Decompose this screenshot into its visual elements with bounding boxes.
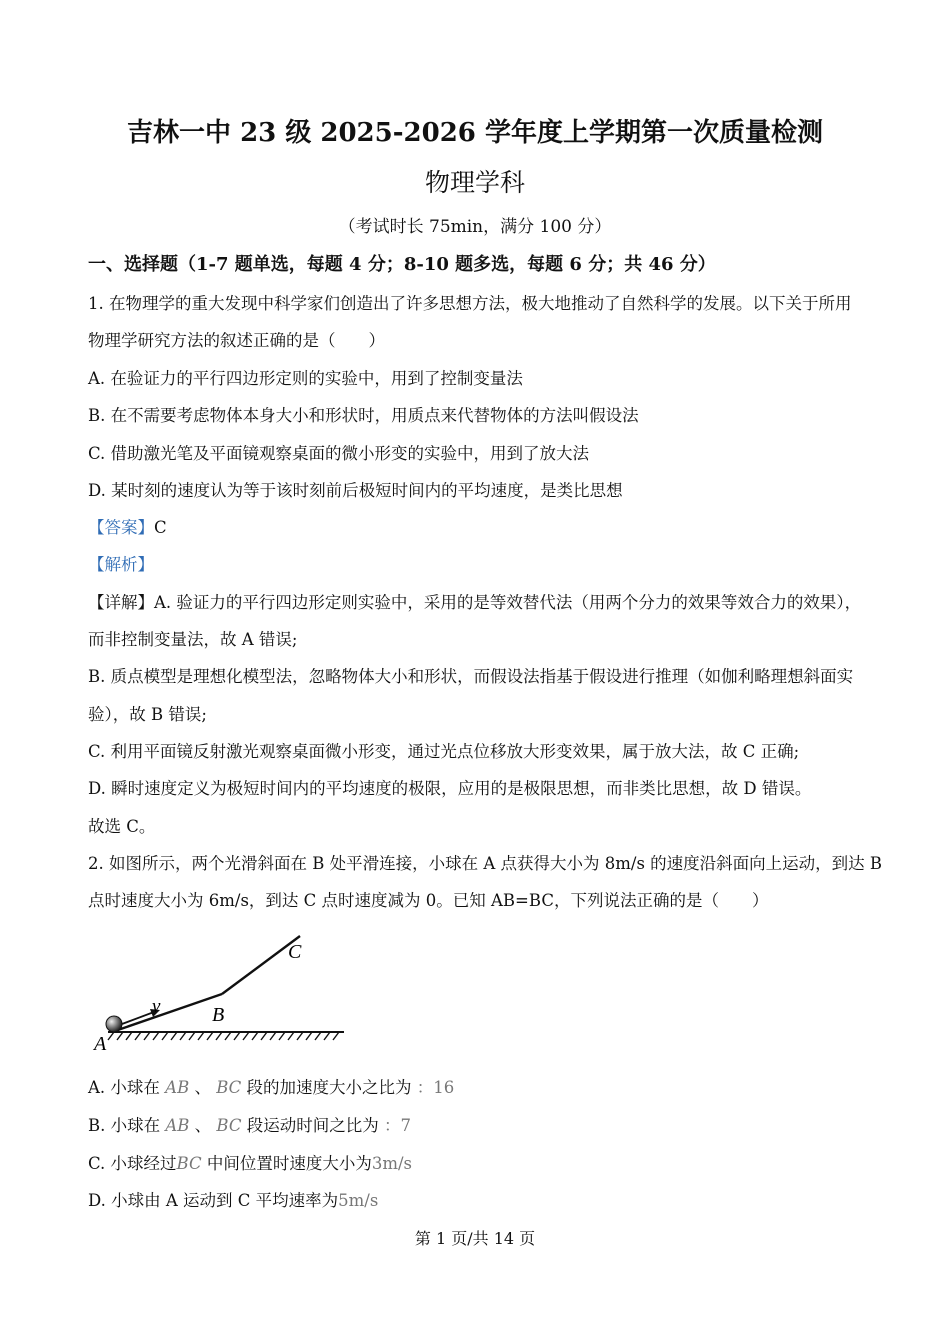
q1-option-d: D. 某时刻的速度认为等于该时刻前后极短时间内的平均速度，是类比思想 (88, 481, 623, 500)
q1-stem-line2: 物理学研究方法的叙述正确的是（ ） (88, 331, 385, 350)
page-footer: 第 1 页/共 14 页 (414, 1229, 536, 1248)
q1-option-b: B. 在不需要考虑物体本身大小和形状时，用质点来代替物体的方法叫假设法 (88, 406, 639, 425)
q1-stem-line1: 1. 在物理学的重大发现中科学家们创造出了许多思想方法，极大地推动了自然科学的发展。以下关于所用 (88, 294, 852, 313)
q2-option-c: C. 小球经过BC 中间位置时速度大小为3m/s (88, 1154, 413, 1173)
answer-label: 【答案】 (88, 518, 154, 537)
label-c: C (288, 941, 302, 963)
exam-info: （考试时长 75min，满分 100 分） (338, 217, 612, 237)
q1-detail-line5: C. 利用平面镜反射激光观察桌面微小形变，通过光点位移放大形变效果，属于放大法，故 C 正确; (88, 742, 800, 761)
q1-detail-line6: D. 瞬时速度定义为极短时间内的平均速度的极限，应用的是极限思想，而非类比思想，故 D 错误。 (88, 779, 812, 798)
label-a: A (94, 1033, 107, 1055)
label-b: B (212, 1004, 225, 1026)
incline-figure (92, 928, 352, 1058)
q1-option-c: C. 借助激光笔及平面镜观察桌面的微小形变的实验中，用到了放大法 (88, 444, 590, 463)
q2-option-d: D. 小球由 A 运动到 C 平均速率为5m/s (88, 1191, 379, 1210)
q1-answer (88, 514, 167, 538)
exam-title: 吉林一中 23 级 2025-2026 学年度上学期第一次质量检测 (127, 118, 823, 148)
ball (106, 1016, 122, 1032)
subject-title: 物理学科 (424, 168, 525, 197)
q1-option-a: A. 在验证力的平行四边形定则的实验中，用到了控制变量法 (88, 369, 523, 388)
analysis-label: 【解析】 (88, 555, 154, 574)
label-v: v (152, 996, 161, 1017)
ground-hatching (108, 1032, 339, 1040)
q2-option-b: B. 小球在 AB 、 BC 段运动时间之比为 ：7 (88, 1116, 411, 1135)
q2-option-a: A. 小球在 AB 、 BC 段的加速度大小之比为 ：16 (88, 1078, 455, 1097)
section-heading: 一、选择题（1-7 题单选，每题 4 分；8-10 题多选，每题 6 分；共 46 分） (88, 254, 716, 275)
q2-stem-line2: 点时速度大小为 6m/s，到达 C 点时速度减为 0。已知 AB=BC，下列说法正确的是（ ） (88, 891, 769, 910)
q2-stem-line1: 2. 如图所示，两个光滑斜面在 B 处平滑连接，小球在 A 点获得大小为 8m/s 的速度沿斜面向上运动，到达 B (88, 854, 883, 873)
detail-label: 【详解】 (88, 593, 154, 612)
q1-detail-line2: 而非控制变量法，故 A 错误; (88, 630, 298, 649)
q1-detail-line3: B. 质点模型是理想化模型法，忽略物体大小和形状，而假设法指基于假设进行推理（如伽利略理想斜面实 (88, 667, 854, 686)
q1-detail-line1: 【详解】A. 验证力的平行四边形定则实验中，采用的是等效替代法（用两个分力的效果等效合力的效果）， (88, 593, 862, 612)
answer-value: C (154, 518, 167, 537)
q1-detail-line4: 验），故 B 错误; (88, 705, 207, 724)
incline-ab (112, 994, 225, 1032)
q1-conclusion: 故选 C。 (88, 817, 156, 836)
